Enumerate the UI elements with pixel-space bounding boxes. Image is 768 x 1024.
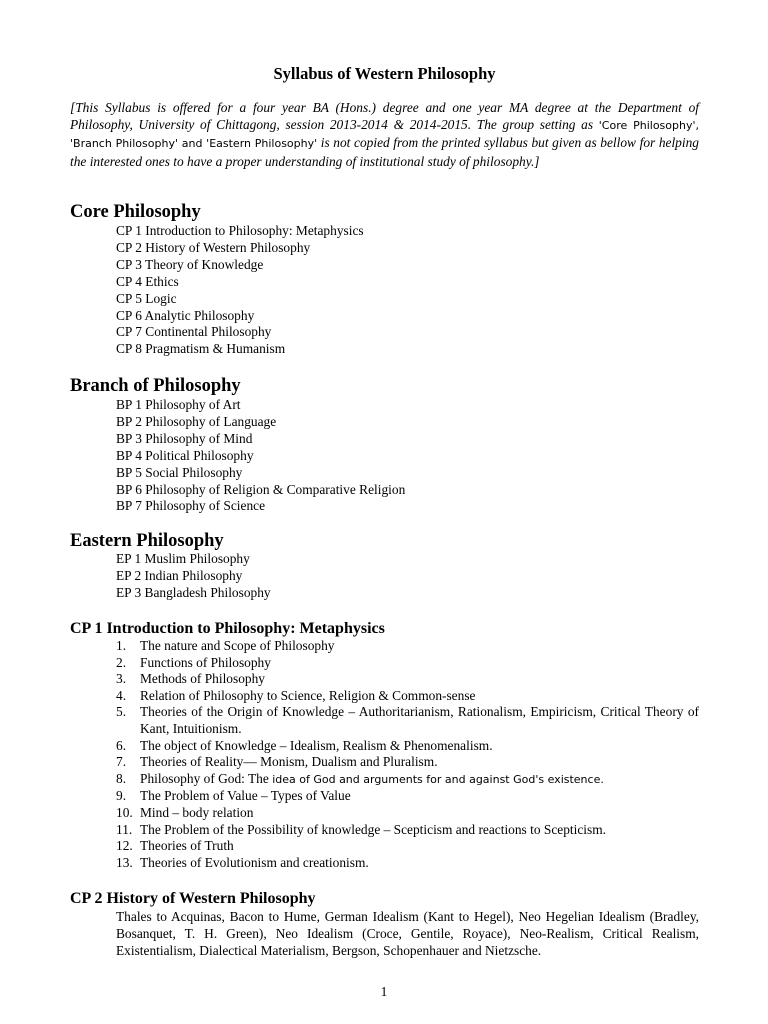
list-item: BP 7 Philosophy of Science (116, 498, 266, 514)
list-item (116, 838, 699, 855)
intro-text-1: [This Syllabus is offered for a four year BA (Hons.) degree and one year MA degree at the Department of Philosophy, University of Chittagong, session 2013-2014 & 2014-2015. The group setting as (70, 100, 699, 133)
cp2-paragraph: Thales to Acquinas, Bacon to Hume, German Idealism (Kant to Hegel), Neo Hegelian Idealism (Bradley, Bosanquet, T. H. Green), Neo Idealism (Croce, Gentile, Royace), Neo-Realism, Critical Realism, Existentialism, Dialectical Materialism, Bergson, Schopenhauer and Nietzsche. (116, 909, 699, 958)
list-item: EP 3 Bangladesh Philosophy (116, 584, 271, 600)
cp1-heading: CP 1 Introduction to Philosophy: Metaphysics (70, 620, 385, 637)
item-number: 8. (116, 770, 127, 786)
item-number: 7. (116, 754, 127, 770)
list-item (116, 788, 699, 805)
list-item: BP 2 Philosophy of Language (116, 413, 277, 429)
item-number: 12. (116, 838, 133, 854)
item-number: 13. (116, 854, 133, 870)
item-number: 11. (116, 821, 133, 837)
item-number: 6. (116, 737, 127, 753)
core-list (116, 223, 699, 358)
branch-list (116, 397, 699, 515)
item-text: Theories of Truth (140, 838, 234, 854)
list-item: CP 1 Introduction to Philosophy: Metaphysics (116, 223, 364, 238)
list-item: BP 1 Philosophy of Art (116, 397, 241, 412)
eastern-heading: Eastern Philosophy (70, 531, 224, 551)
list-item (116, 855, 699, 872)
item-number: 1. (116, 638, 127, 653)
item-number: 2. (116, 654, 127, 670)
item-number: 3. (116, 671, 127, 687)
cp2-heading: CP 2 History of Western Philosophy (70, 890, 316, 907)
list-item (116, 671, 699, 688)
list-item: EP 2 Indian Philosophy (116, 567, 243, 583)
item-text: Mind – body relation (140, 804, 254, 820)
branch-heading: Branch of Philosophy (70, 376, 241, 396)
item-text-part: Philosophy of God: The (140, 770, 273, 786)
item-text: Theories of Reality— Monism, Dualism and Pluralism. (140, 754, 438, 770)
cp1-list (116, 638, 699, 871)
list-item (116, 688, 699, 705)
list-item: BP 5 Social Philosophy (116, 464, 243, 480)
item-text: Theories of Evolutionism and creationism. (140, 854, 369, 870)
item-text: Theories of the Origin of Knowledge – Authoritarianism, Rationalism, Empiricism, Critical Theory of Kant, Intuitionism. (140, 704, 699, 736)
item-text: The object of Knowledge – Idealism, Realism & Phenomenalism. (140, 737, 493, 753)
eastern-list (116, 551, 699, 602)
item-text: Functions of Philosophy (140, 654, 271, 670)
item-number: 4. (116, 687, 127, 703)
item-text-part-sans: idea of God and arguments for and against God's existence. (272, 772, 604, 786)
item-text: The nature and Scope of Philosophy (140, 638, 335, 653)
list-item: CP 6 Analytic Philosophy (116, 307, 255, 323)
item-text: Methods of Philosophy (140, 671, 265, 687)
list-item: CP 8 Pragmatism & Humanism (116, 341, 286, 357)
item-text: Relation of Philosophy to Science, Religion & Common-sense (140, 687, 476, 703)
list-item: EP 1 Muslim Philosophy (116, 551, 250, 566)
list-item: BP 3 Philosophy of Mind (116, 430, 253, 446)
item-text: The Problem of Value – Types of Value (140, 788, 351, 804)
intro-text-2: is not copied from the printed syllabus but given as bellow for helping the interested ones to have a proper understanding of institutional study of philosophy.] (70, 135, 699, 169)
item-number: 9. (116, 788, 127, 804)
list-item: BP 4 Political Philosophy (116, 447, 254, 463)
item-text (140, 771, 699, 789)
list-item: CP 5 Logic (116, 290, 177, 306)
list-item: BP 6 Philosophy of Religion & Comparative Religion (116, 481, 406, 497)
intro-quoted-groups: 'Core Philosophy', 'Branch Philosophy' and 'Eastern Philosophy' (70, 119, 700, 151)
list-item (116, 738, 699, 755)
list-item: CP 7 Continental Philosophy (116, 324, 272, 340)
page-number: 1 (380, 984, 388, 999)
list-item (116, 638, 699, 655)
list-item: CP 3 Theory of Knowledge (116, 256, 264, 272)
item-number: 5. (116, 704, 127, 720)
list-item: CP 2 History of Western Philosophy (116, 239, 311, 255)
list-item (116, 822, 699, 839)
intro-paragraph (70, 99, 699, 170)
list-item (116, 771, 699, 789)
item-number: 10. (116, 804, 133, 820)
list-item (116, 704, 699, 737)
list-item (116, 805, 699, 822)
page-title: Syllabus of Western Philosophy (273, 64, 496, 83)
list-item (116, 655, 699, 672)
item-text: The Problem of the Possibility of knowledge – Scepticism and reactions to Scepticism. (140, 821, 606, 837)
list-item (116, 754, 699, 771)
list-item: CP 4 Ethics (116, 273, 179, 289)
core-heading: Core Philosophy (70, 202, 201, 222)
